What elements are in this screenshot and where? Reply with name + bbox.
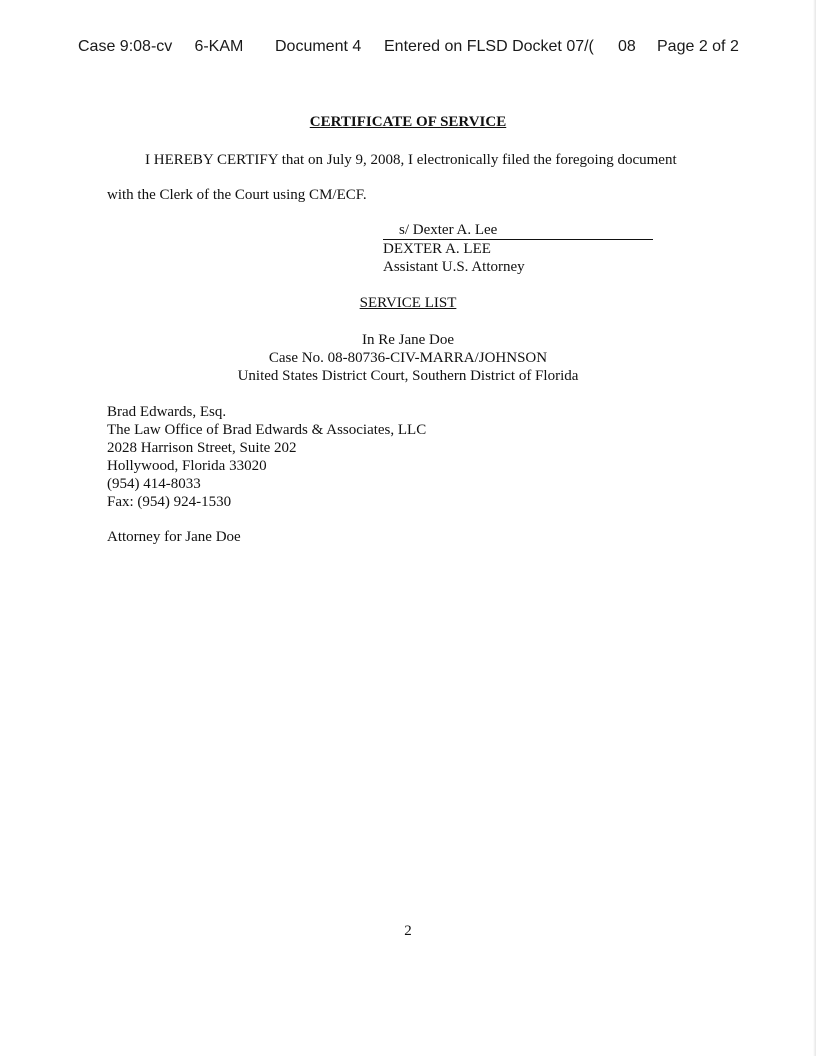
certificate-title: CERTIFICATE OF SERVICE [309, 114, 507, 130]
recipient-street: 2028 Harrison Street, Suite 202 [107, 440, 297, 456]
page-number: 2 [404, 923, 412, 939]
certificate-statement-line1: I HEREBY CERTIFY that on July 9, 2008, I electronically filed the foregoing document [145, 152, 677, 168]
signature-line [383, 222, 653, 240]
recipient-city: Hollywood, Florida 33020 [107, 458, 267, 474]
recipient-phone: (954) 414-8033 [107, 476, 201, 492]
signer-title: Assistant U.S. Attorney [383, 259, 525, 275]
header-document-number: Document 4 [275, 38, 362, 55]
case-name: In Re Jane Doe [361, 332, 455, 348]
court-name: United States District Court, Southern District of Florida [237, 368, 579, 384]
case-number: Case No. 08-80736-CIV-MARRA/JOHNSON [268, 350, 548, 366]
header-page-count: Page 2 of 2 [657, 38, 739, 55]
header-case-number: Case 9:08-cv [78, 38, 173, 55]
service-list-heading: SERVICE LIST [359, 295, 457, 311]
header-entered-docket: Entered on FLSD Docket 07/( [384, 38, 594, 55]
recipient-address-block [107, 403, 426, 511]
certificate-statement-line2: with the Clerk of the Court using CM/ECF. [107, 187, 367, 203]
recipient-fax: Fax: (954) 924-1530 [107, 494, 232, 510]
recipient-firm: The Law Office of Brad Edwards & Associates, LLC [107, 422, 427, 438]
header-judge-initials: 6-KAM [190, 38, 244, 55]
electronic-signature: s/ Dexter A. Lee [399, 222, 498, 238]
signer-name: DEXTER A. LEE [383, 241, 491, 257]
recipient-role: Attorney for Jane Doe [107, 529, 241, 545]
recipient-name: Brad Edwards, Esq. [107, 404, 227, 420]
header-docket-year: 08 [618, 38, 636, 55]
